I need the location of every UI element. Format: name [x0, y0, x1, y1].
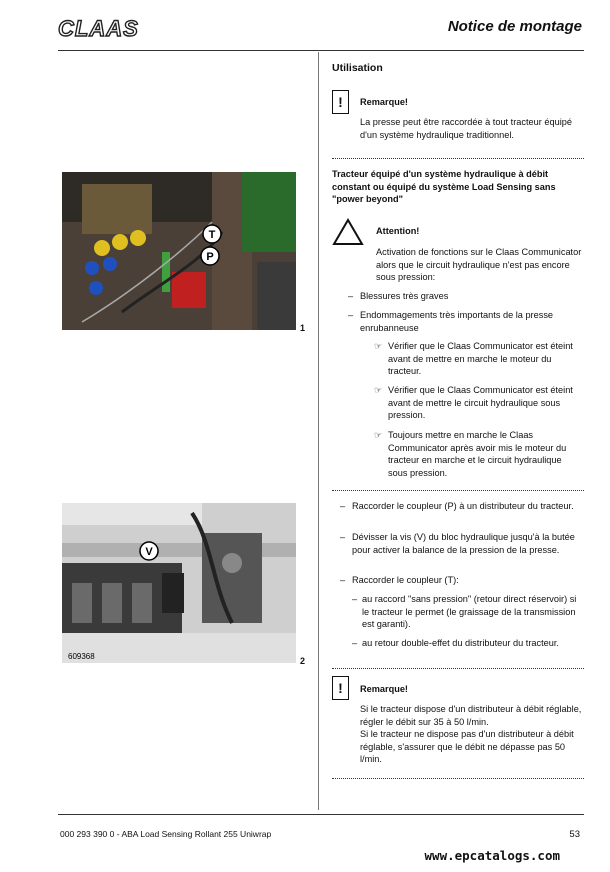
- label-p: P: [206, 251, 214, 263]
- section-rule: [332, 778, 584, 779]
- list-item: Raccorder le coupleur (P) à un distributeur du tracteur.: [352, 501, 574, 511]
- document-title: Notice de montage: [447, 18, 582, 35]
- list-item: Blessures très graves: [360, 291, 449, 301]
- list-item: Vérifier que le Claas Communicator est éteint avant de mettre en marche le moteur du tracteur.: [388, 341, 573, 376]
- tractor-heading: Tracteur équipé d'un système hydraulique à débit constant ou équipé du système Load Sensing sans "power beyond": [332, 169, 556, 204]
- header-rule: [58, 50, 584, 51]
- image-code: 609368: [68, 652, 95, 661]
- dash-marker: –: [348, 310, 354, 320]
- watermark: www.epcatalogs.com: [424, 848, 560, 863]
- list-item: Toujours mettre en marche le Claas Communicator après avoir mis le moteur du tracteur en marche et le circuit hydraulique sous pression.: [388, 430, 567, 478]
- claas-logo: CLAAS: [58, 16, 139, 41]
- notice-icon: !: [332, 676, 349, 700]
- list-item: Raccorder le coupleur (T):: [352, 575, 459, 585]
- label-v: V: [145, 546, 153, 558]
- list-item: Endommagements très importants de la presse enrubanneuse: [360, 310, 554, 333]
- dash-marker: –: [340, 575, 346, 585]
- dash-marker: –: [340, 501, 346, 511]
- attention-text: Activation de fonctions sur le Claas Communicator alors que le circuit hydraulique n'est pas encore sous pression:: [376, 247, 582, 282]
- remark-label: Remarque!: [360, 97, 408, 107]
- warning-triangle-icon: [332, 218, 364, 246]
- column-divider: [318, 52, 319, 810]
- remark-text: La presse peut être raccordée à tout tracteur équipé d'un système hydraulique traditionnel.: [360, 117, 572, 140]
- attention-label: Attention!: [376, 226, 420, 236]
- dash-marker: –: [340, 532, 346, 542]
- section-rule: [332, 490, 584, 491]
- page-number: 53: [569, 829, 580, 840]
- figure-2-photo: [62, 503, 296, 663]
- section-rule: [332, 668, 584, 669]
- arrow-icon: ☞: [374, 430, 383, 440]
- remark-label: Remarque!: [360, 684, 408, 694]
- hydraulic-block-image: [62, 503, 296, 663]
- label-t: T: [208, 229, 216, 241]
- dash-marker: –: [352, 594, 358, 604]
- section-rule: [332, 158, 584, 159]
- dash-marker: –: [348, 291, 354, 301]
- figure-1-photo: [62, 172, 296, 330]
- footer-rule: [58, 814, 584, 815]
- arrow-icon: ☞: [374, 341, 383, 351]
- remark-text: Si le tracteur ne dispose pas d'un distributeur à débit réglable, s'assurer que le débit ne dépasse pas 50 l/min.: [360, 729, 574, 764]
- list-item: Dévisser la vis (V) du bloc hydraulique jusqu'à la butée pour activer la balance de la pression de la presse.: [352, 532, 575, 555]
- dash-marker: –: [352, 638, 358, 648]
- section-title: Utilisation: [332, 62, 383, 74]
- remark-text: Si le tracteur dispose d'un distributeur à débit réglable, régler le débit sur 35 à 50 l/min.: [360, 704, 582, 727]
- notice-icon: !: [332, 90, 349, 114]
- figure-number: 1: [300, 323, 306, 333]
- figure-number: 2: [300, 656, 306, 666]
- hydraulic-couplers-image: [62, 172, 296, 330]
- list-item: Vérifier que le Claas Communicator est éteint avant de mettre le circuit hydraulique sous pression.: [388, 385, 573, 420]
- list-item: au retour double-effet du distributeur du tracteur.: [362, 638, 559, 648]
- arrow-icon: ☞: [374, 385, 383, 395]
- list-item: au raccord "sans pression" (retour direct réservoir) si le tracteur le permet (le graissage de la transmission est garanti).: [362, 594, 577, 629]
- footer-doc-ref: 000 293 390 0 - ABA Load Sensing Rollant 255 Uniwrap: [60, 829, 272, 839]
